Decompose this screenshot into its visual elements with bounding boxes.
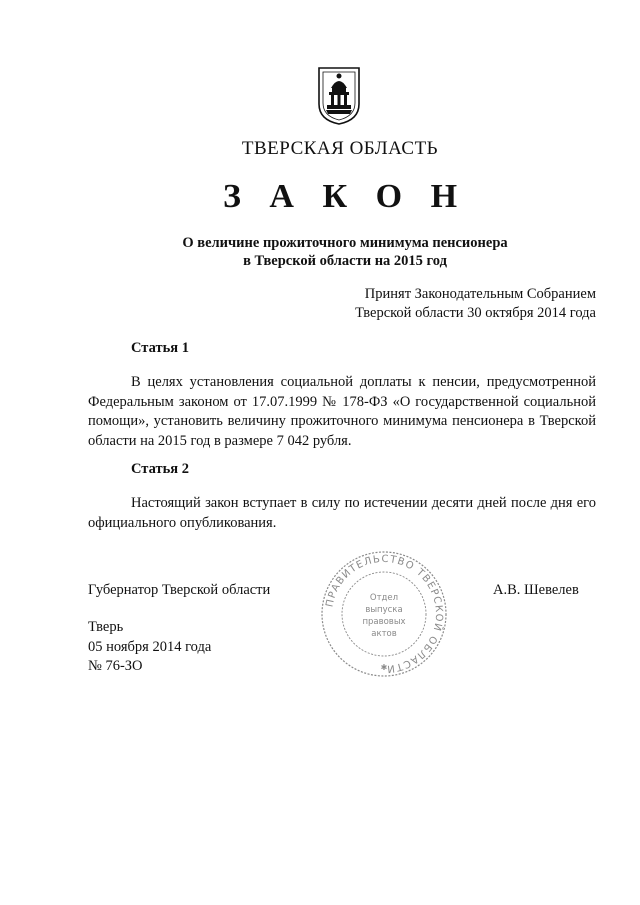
adoption-line-2: Тверской области 30 октября 2014 года — [355, 305, 596, 321]
place-and-date — [88, 618, 211, 677]
stamp-center-line-4: актов — [371, 629, 397, 639]
region-name: ТВЕРСКАЯ ОБЛАСТЬ — [241, 138, 439, 159]
official-stamp — [318, 548, 450, 680]
stamp-ring-text: ПРАВИТЕЛЬСТВО ТВЕРСКОЙ ОБЛАСТИ — [324, 553, 445, 675]
place: Тверь — [88, 619, 124, 635]
article-2-text — [88, 494, 596, 533]
article-1-text — [88, 373, 596, 451]
stamp-center-line-3: правовых — [362, 617, 406, 627]
signatory-position: Губернатор Тверской области — [88, 582, 271, 598]
adoption-line-1: Принят Законодательным Собранием — [364, 286, 596, 302]
article-2-heading: Статья 2 — [131, 461, 189, 477]
signing-date: 05 ноября 2014 года — [88, 638, 212, 655]
article-1-body: В целях установления социальной доплаты к пенсии, предусмотренной Федеральным законом от 17.07.1999 № 178-ФЗ «О государственной социальной помощи», установить величину прожиточного минимума пенсионера в Тверской области на 2015 год в размере 7 042 рубля. — [88, 374, 596, 449]
document-type: З А К О Н — [222, 178, 468, 215]
stamp-star-icon: ✱ — [380, 663, 388, 672]
stamp-center-line-1: Отдел — [369, 593, 399, 603]
signatory-name: А.В. Шевелев — [493, 582, 579, 598]
law-title-line-2: в Тверской области на 2015 год — [243, 253, 447, 269]
stamp-center-line-2: выпуска — [365, 605, 403, 615]
law-title-line-1: О величине прожиточного минимума пенсионера — [182, 235, 508, 251]
coat-of-arms-icon — [317, 66, 361, 126]
law-title — [0, 234, 640, 270]
article-2-body: Настоящий закон вступает в силу по истечении десяти дней после дня его официального опубликования. — [88, 495, 596, 531]
article-1-heading: Статья 1 — [131, 340, 189, 356]
law-number: № 76-ЗО — [88, 658, 143, 674]
adoption-note — [296, 285, 596, 323]
